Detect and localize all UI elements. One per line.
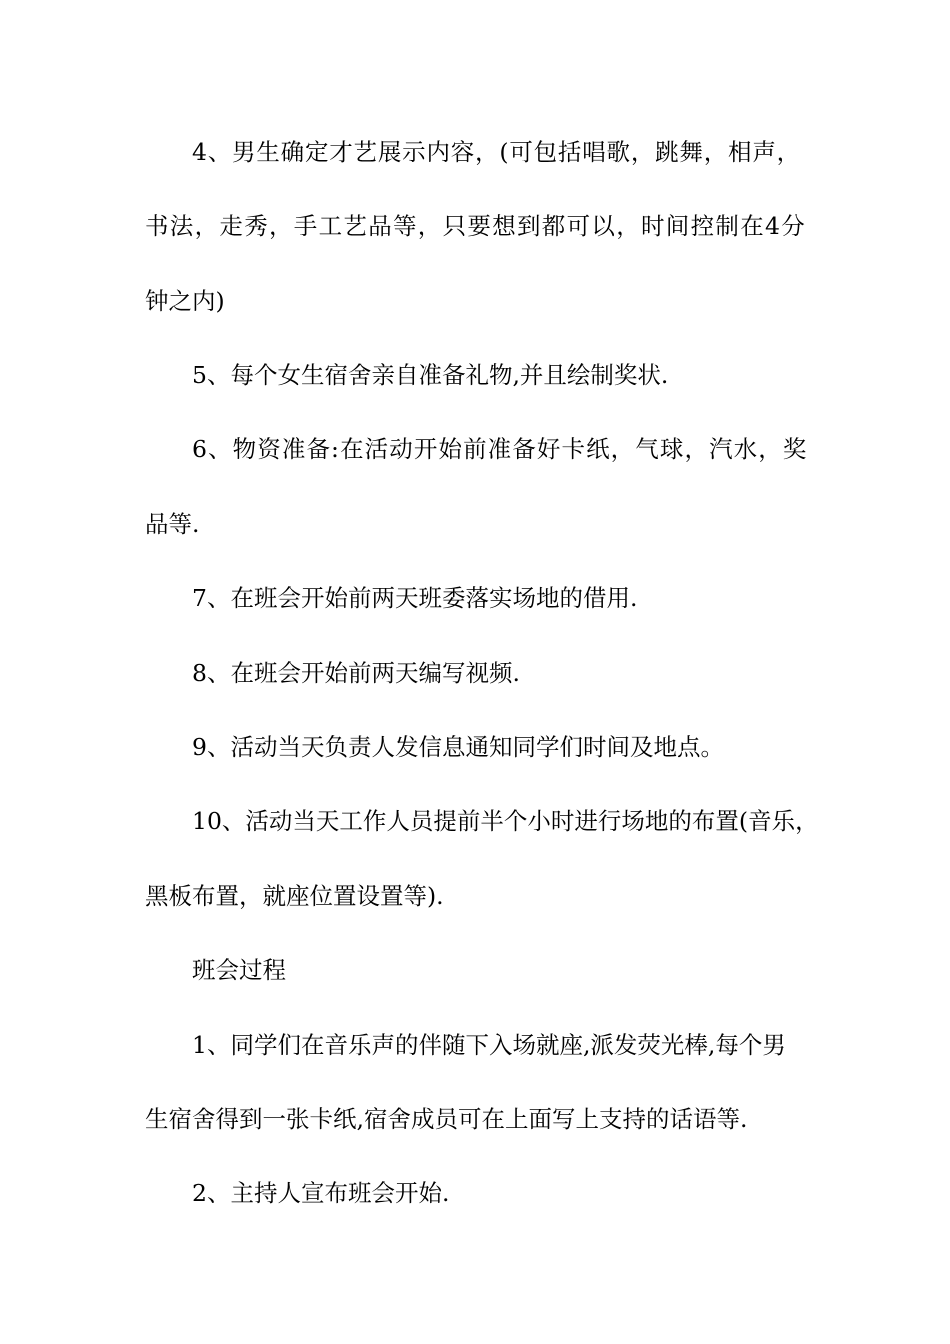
process-1-line-2: 生宿舍得到一张卡纸,宿舍成员可在上面写上支持的话语等. [145,1105,748,1133]
paragraph-9: 9、活动当天负责人发信息通知同学们时间及地点。 [192,733,724,761]
section-heading: 班会过程 [192,956,286,984]
process-2: 2、主持人宣布班会开始. [192,1179,450,1207]
paragraph-10-line-1: 10、活动当天工作人员提前半个小时进行场地的布置(音乐， [192,807,819,835]
paragraph-10-line-2: 黑板布置，就座位置设置等). [145,882,444,910]
paragraph-6-line-2: 品等. [145,510,200,538]
process-1-line-1: 1、同学们在音乐声的伴随下入场就座,派发荧光棒,每个男 [192,1031,786,1059]
paragraph-5: 5、每个女生宿舍亲自准备礼物,并且绘制奖状. [192,361,669,389]
paragraph-6-line-1: 6、物资准备:在活动开始前准备好卡纸，气球，汽水，奖 [192,435,808,463]
paragraph-4-line-3: 钟之内) [145,287,225,315]
paragraph-7: 7、在班会开始前两天班委落实场地的借用. [192,584,638,612]
paragraph-4-line-1: 4、男生确定才艺展示内容，(可包括唱歌，跳舞，相声， [192,138,801,166]
paragraph-4-line-2: 书法，走秀，手工艺品等，只要想到都可以，时间控制在4分 [145,212,807,240]
paragraph-8: 8、在班会开始前两天编写视频. [192,659,520,687]
